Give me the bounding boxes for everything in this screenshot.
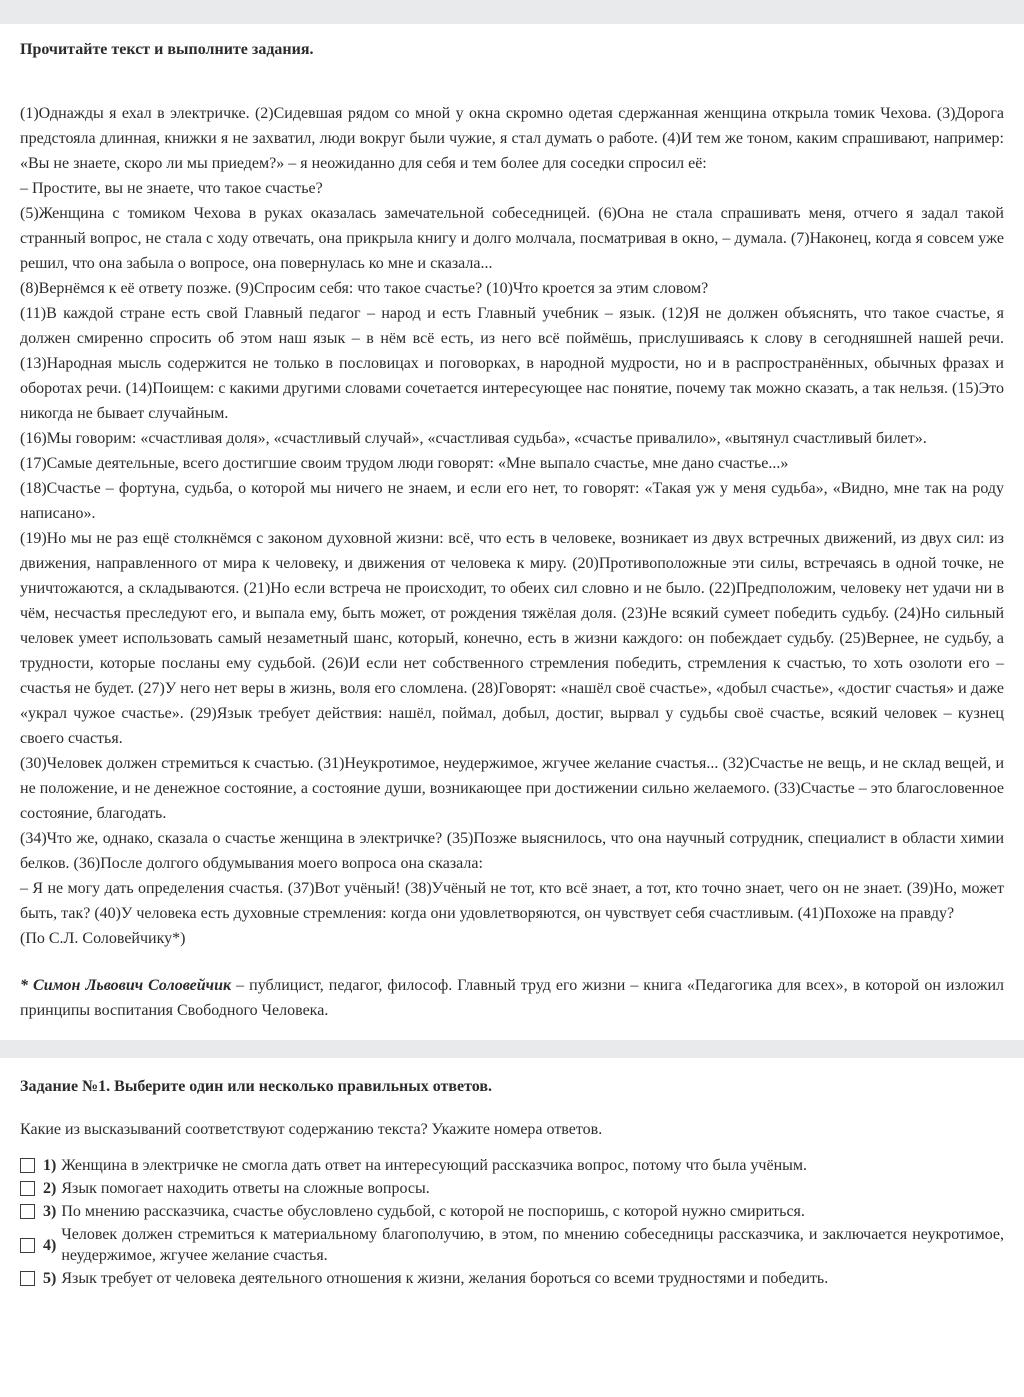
option-label: По мнению рассказчика, счастье обусловлено судьбой, с которой не поспоришь, с которой нужно смириться. bbox=[61, 1203, 805, 1220]
task-title: Задание №1. Выберите один или несколько правильных ответов. bbox=[20, 1078, 493, 1095]
answer-option[interactable] bbox=[20, 1155, 1004, 1176]
text-paragraph: (1)Однажды я ехал в электричке. (2)Сидевшая рядом со мной у окна скромно одетая сдержанная женщина открыла томик Чехова. (3)Дорога предстояла длинная, книжки я не захватил, люди вокруг были чужие, я стал думать о работе. (4)И тем же тоном, каким спрашивают, например: «Вы не знаете, скоро ли мы приедем?» – я неожиданно для себя и тем более для соседки спросил её: bbox=[20, 105, 1004, 172]
option-label: Человек должен стремиться к материальному благополучию, в этом, по мнению собеседницы рассказчика, и заключается неукротимое, неудержимое, жгучее желание счастья. bbox=[61, 1226, 1004, 1264]
text-paragraph: (16)Мы говорим: «счастливая доля», «счастливый случай», «счастливая судьба», «счастье привалило», «вытянул счастливый билет». bbox=[20, 430, 927, 447]
checkbox[interactable] bbox=[20, 1204, 35, 1219]
answer-option[interactable] bbox=[20, 1268, 1004, 1289]
option-number: 4) bbox=[43, 1236, 57, 1254]
text-paragraph: (18)Счастье – фортуна, судьба, о которой мы ничего не знаем, и если его нет, то говорят: «Такая уж у меня судьба», «Видно, мне так на роду написано». bbox=[20, 480, 1004, 522]
answer-option[interactable] bbox=[20, 1224, 1004, 1266]
text-paragraph: (30)Человек должен стремиться к счастью. (31)Неукротимое, неудержимое, жгучее желание счастья... (32)Счастье не вещь, и не склад вещей, и не положение, и не денежное состояние, а состояние души, возникающее при достижении сильно желаемого. (33)Счастье – это благословенное состояние, благодать. bbox=[20, 755, 1004, 822]
option-number: 5) bbox=[43, 1270, 57, 1287]
text-paragraph: (11)В каждой стране есть свой Главный педагог – народ и есть Главный учебник – язык. (12)Я не должен объяснять, что такое счастье, я должен смиренно спросить об этом наш язык – в нём всё есть, из него всё поймёшь, прислушиваясь к слову в сегодняшней нашей речи. (13)Народная мысль содержится не только в пословицах и поговорках, в народной мудрости, но и в распространённых, обычных фразах и оборотах речи. (14)Поищем: с какими другими словами сочетается интересующее нас понятие, почему так можно сказать, а так нельзя. (15)Это никогда не бывает случайным. bbox=[20, 305, 1004, 422]
text-paragraph: (По С.Л. Соловейчику*) bbox=[20, 930, 186, 947]
answer-option[interactable] bbox=[20, 1178, 1004, 1199]
option-number: 2) bbox=[43, 1180, 57, 1197]
footnote-author-name: * Симон Львович Соловейчик bbox=[20, 977, 232, 994]
footnote-author-description: – публицист, педагог, философ. Главный труд его жизни – книга «Педагогика для всех», в которой он изложил принципы воспитания Свободного Человека. bbox=[20, 977, 1004, 1019]
text-paragraph: (5)Женщина с томиком Чехова в руках оказалась замечательной собеседницей. (6)Она не стала спрашивать меня, отчего я задал такой странный вопрос, не стала с ходу отвечать, она прикрыла книгу и долго молчала, посматривая в окно, – думала. (7)Наконец, когда я совсем уже решил, что она забыла о вопросе, она повернулась ко мне и сказала... bbox=[20, 205, 1004, 272]
checkbox[interactable] bbox=[20, 1238, 35, 1253]
text-paragraph: (17)Самые деятельные, всего достигшие своим трудом люди говорят: «Мне выпало счастье, мне дано счастье...» bbox=[20, 455, 789, 472]
option-label: Язык помогает находить ответы на сложные вопросы. bbox=[61, 1180, 430, 1197]
reading-text bbox=[20, 101, 1004, 951]
option-label: Язык требует от человека деятельного отношения к жизни, желания бороться со всеми трудностями и победить. bbox=[61, 1270, 829, 1287]
answer-option[interactable] bbox=[20, 1201, 1004, 1222]
checkbox[interactable] bbox=[20, 1181, 35, 1196]
text-paragraph: (8)Вернёмся к её ответу позже. (9)Спросим себя: что такое счастье? (10)Что кроется за этим словом? bbox=[20, 280, 709, 297]
option-number: 3) bbox=[43, 1203, 57, 1220]
text-paragraph: – Простите, вы не знаете, что такое счастье? bbox=[20, 180, 323, 197]
page-title: Прочитайте текст и выполните задания. bbox=[20, 41, 314, 58]
task-question: Какие из высказываний соответствуют содержанию текста? Укажите номера ответов. bbox=[20, 1121, 603, 1138]
top-bar bbox=[0, 0, 1024, 24]
text-paragraph: (19)Но мы не раз ещё столкнёмся с законом духовной жизни: всё, что есть в человеке, возникает из двух встречных движений, из двух сил: из движения, направленного от мира к человеку, и движения от человека к миру. (20)Противоположные эти силы, встречаясь в одной точке, не уничтожаются, а складываются. (21)Но если встреча не происходит, то обеих сил словно и не было. (22)Предположим, человеку нет удачи ни в чём, несчастья преследуют его, и выпала ему, быть может, от рождения тяжёлая доля. (23)Не всякий сумеет победить судьбу. (24)Но сильный человек умеет использовать самый незаметный шанс, который, конечно, есть в жизни каждого: он побеждает судьбу. (25)Вернее, не судьбу, а трудности, которые посланы ему судьбой. (26)И если нет собственного стремления победить, стремления к счастью, то хоть озолоти его – счастья не будет. (27)У него нет веры в жизнь, воля его сломлена. (28)Говорят: «нашёл своё счастье», «добыл счастье», «достиг счастья» и даже «украл чужое счастье». (29)Язык требует действия: нашёл, поймал, добыл, достиг, вырвал у судьбы своё счастье, всякий человек – кузнец своего счастья. bbox=[20, 530, 1004, 747]
checkbox[interactable] bbox=[20, 1158, 35, 1173]
text-paragraph: (34)Что же, однако, сказала о счастье женщина в электричке? (35)Позже выяснилось, что она научный сотрудник, специалист в области химии белков. (36)После долгого обдумывания моего вопроса она сказала: bbox=[20, 830, 1004, 872]
answer-options bbox=[20, 1155, 1004, 1289]
text-paragraph: – Я не могу дать определения счастья. (37)Вот учёный! (38)Учёный не тот, кто всё знает, а тот, кто точно знает, чего он не знает. (39)Но, может быть, так? (40)У человека есть духовные стремления: когда они удовлетворяются, он чувствует себя счастливым. (41)Похоже на правду? bbox=[20, 880, 1004, 922]
checkbox[interactable] bbox=[20, 1271, 35, 1286]
section-divider bbox=[0, 1040, 1024, 1058]
author-footnote bbox=[20, 973, 1004, 1023]
option-number: 1) bbox=[43, 1157, 57, 1174]
option-label: Женщина в электричке не смогла дать ответ на интересующий рассказчика вопрос, потому что была учёным. bbox=[61, 1157, 807, 1174]
